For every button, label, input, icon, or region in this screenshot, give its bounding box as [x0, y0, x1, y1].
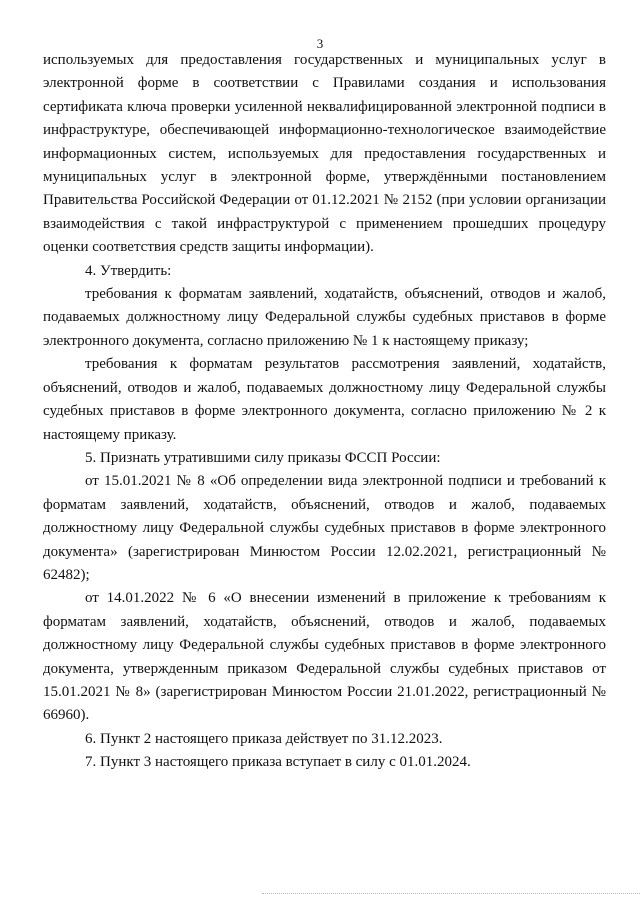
- paragraph-continuation: используемых для предоставления государственных и муниципальных услуг в электронной форме в соответствии с Правилами создания и использования сертификата ключа проверки усиленной неквалифицированной электронной подписи в инфраструктуре, обеспечивающей информационно-технологическое взаимодействие информационных систем, используемых для предоставления государственных и муниципальных услуг в электронной форме, утверждёнными постановлением Правительства Российской Федерации от 01.12.2021 № 2152 (при условии организации взаимодействия с такой инфраструктурой с применением прошедших процедуру оценки соответствия средств защиты информации).: [43, 52, 606, 256]
- paragraph-order-15-01-2021: от 15.01.2021 № 8 «Об определении вида электронной подписи и требований к форматам заявлений, ходатайств, объяснений, отводов и жалоб, подаваемых должностному лицу Федеральной службы судебных приставов в форме электронного документа» (зарегистрирован Минюстом России 12.02.2021, регистрационный № 62482);: [43, 473, 606, 583]
- paragraph-item-6: 6. Пункт 2 настоящего приказа действует по 31.12.2023.: [85, 730, 443, 747]
- paragraph-item-5-heading: 5. Признать утратившими силу приказы ФССП России:: [85, 449, 441, 466]
- document-body: [43, 49, 606, 775]
- scan-edge-line: [262, 893, 640, 895]
- paragraph-item-4-heading: 4. Утвердить:: [85, 262, 172, 279]
- paragraph-requirements-formats: требования к форматам заявлений, ходатайств, объяснений, отводов и жалоб, подаваемых должностному лицу Федеральной службы судебных приставов в форме электронного документа, согласно приложению № 1 к настоящему приказу;: [43, 286, 606, 349]
- paragraph-item-7: 7. Пункт 3 настоящего приказа вступает в силу с 01.01.2024.: [85, 754, 471, 771]
- page-number: 3: [316, 36, 324, 51]
- paragraph-requirements-results: требования к форматам результатов рассмотрения заявлений, ходатайств, объяснений, отводов и жалоб, подаваемых должностному лицу Федеральной службы судебных приставов в форме электронного документа, согласно приложению № 2 к настоящему приказу.: [43, 356, 606, 443]
- paragraph-order-14-01-2022: от 14.01.2022 № 6 «О внесении изменений в приложение к требованиям к форматам заявлений, ходатайств, объяснений, отводов и жалоб, подаваемых должностному лицу Федеральной службы судебных приставов в форме электронного документа, утвержденным приказом Федеральной службы судебных приставов от 15.01.2021 № 8» (зарегистрирован Минюстом России 21.01.2022, регистрационный № 66960).: [43, 590, 606, 724]
